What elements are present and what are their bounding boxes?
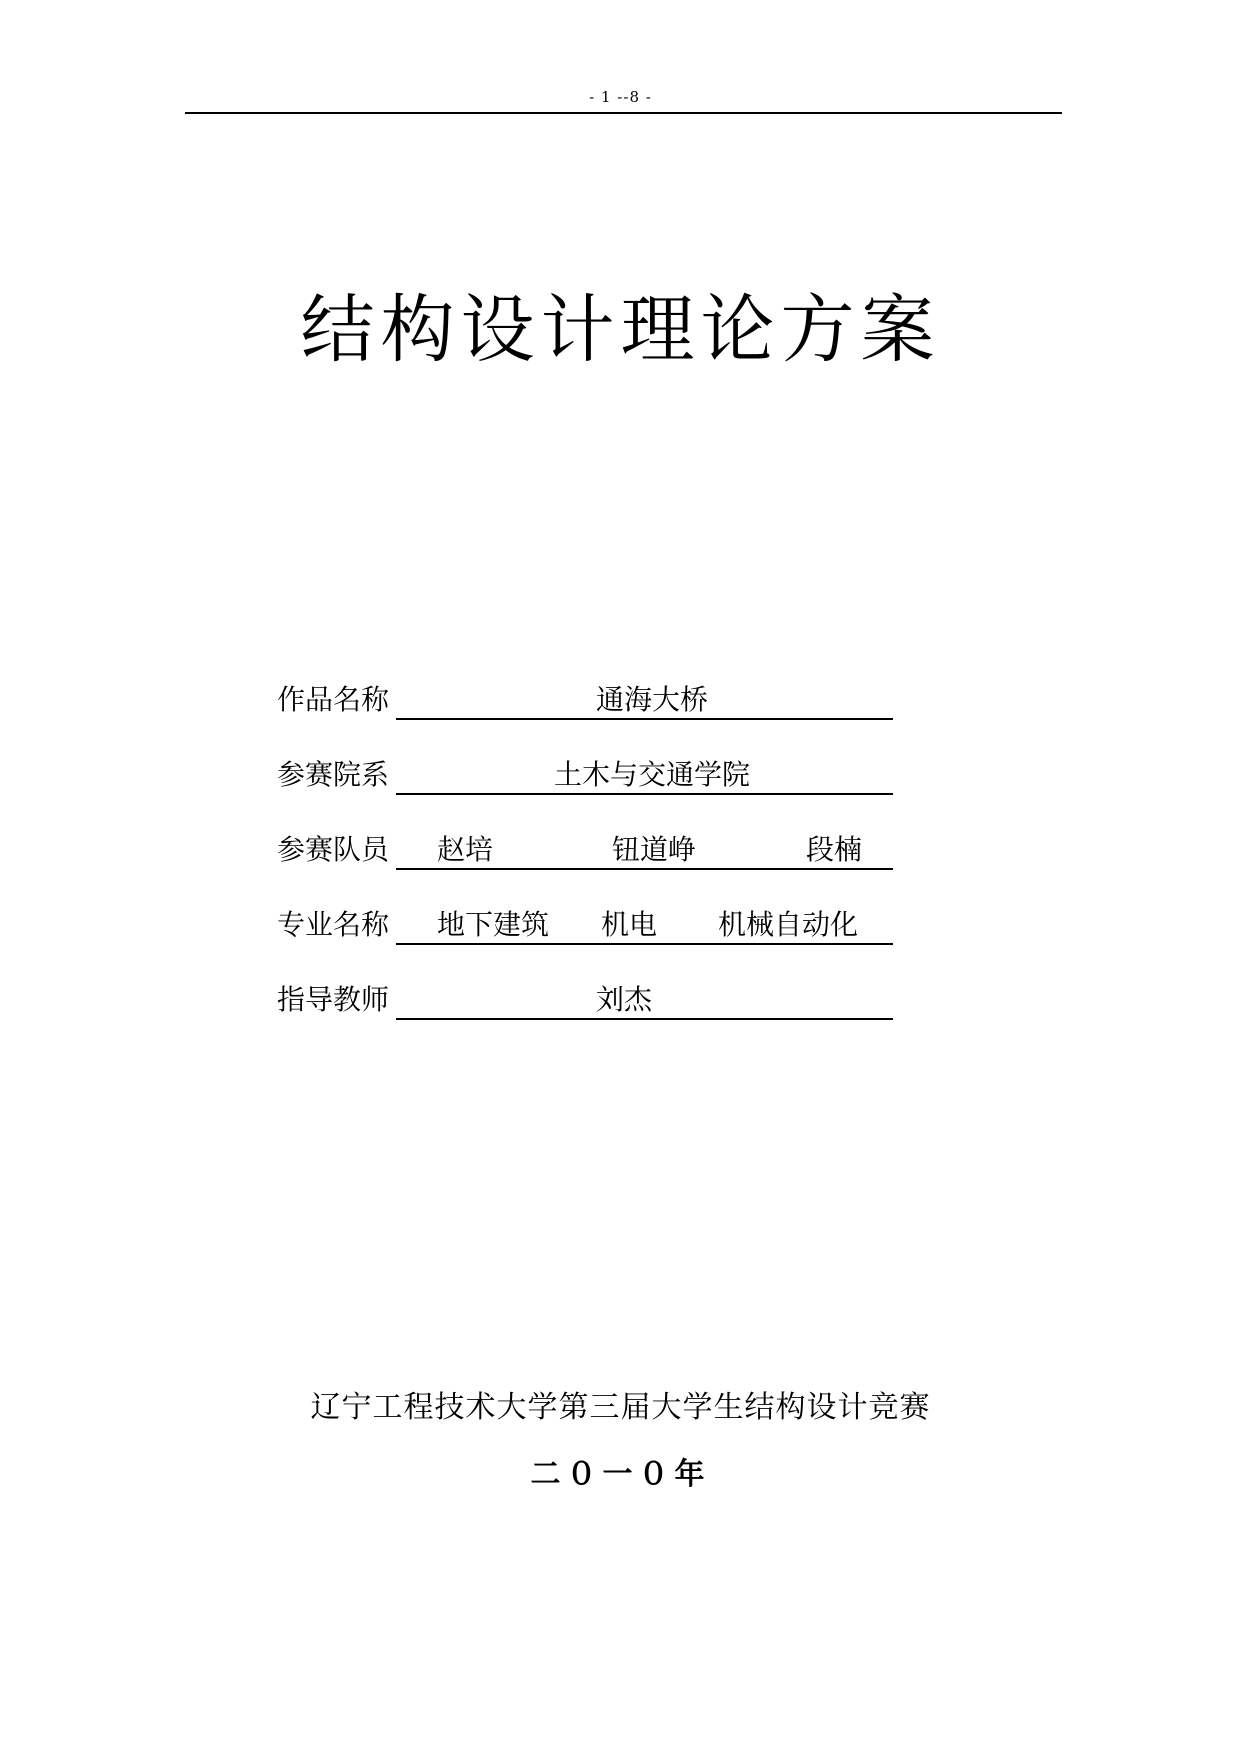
field-label: 参赛院系 [277,758,390,791]
field-value: 地下建筑 [437,908,550,941]
field-label: 参赛队员 [277,833,390,866]
header-rule [185,112,1062,114]
page-header [0,88,1241,106]
field-underline [396,682,893,720]
field-underline [396,982,893,1020]
field-value: 赵培 [437,833,494,866]
document-title: 结构设计理论方案 [300,287,941,373]
page-number: - 1 --8 - [589,88,652,106]
field-value: 钮道峥 [612,833,697,866]
footer-year: 二０一０年 [530,1457,711,1492]
field-value: 段楠 [806,833,863,866]
field-label: 作品名称 [277,683,390,716]
field-value: 通海大桥 [596,683,709,716]
field-label: 指导教师 [277,983,390,1016]
footer-organization: 辽宁工程技术大学第三届大学生结构设计竞赛 [310,1390,931,1425]
field-value: 机电 [601,908,658,941]
field-value: 刘杰 [596,983,653,1016]
field-value: 土木与交通学院 [554,758,751,791]
field-underline [396,832,893,870]
field-underline [396,907,893,945]
field-label: 专业名称 [277,908,390,941]
field-underline [396,757,893,795]
field-value: 机械自动化 [718,908,859,941]
